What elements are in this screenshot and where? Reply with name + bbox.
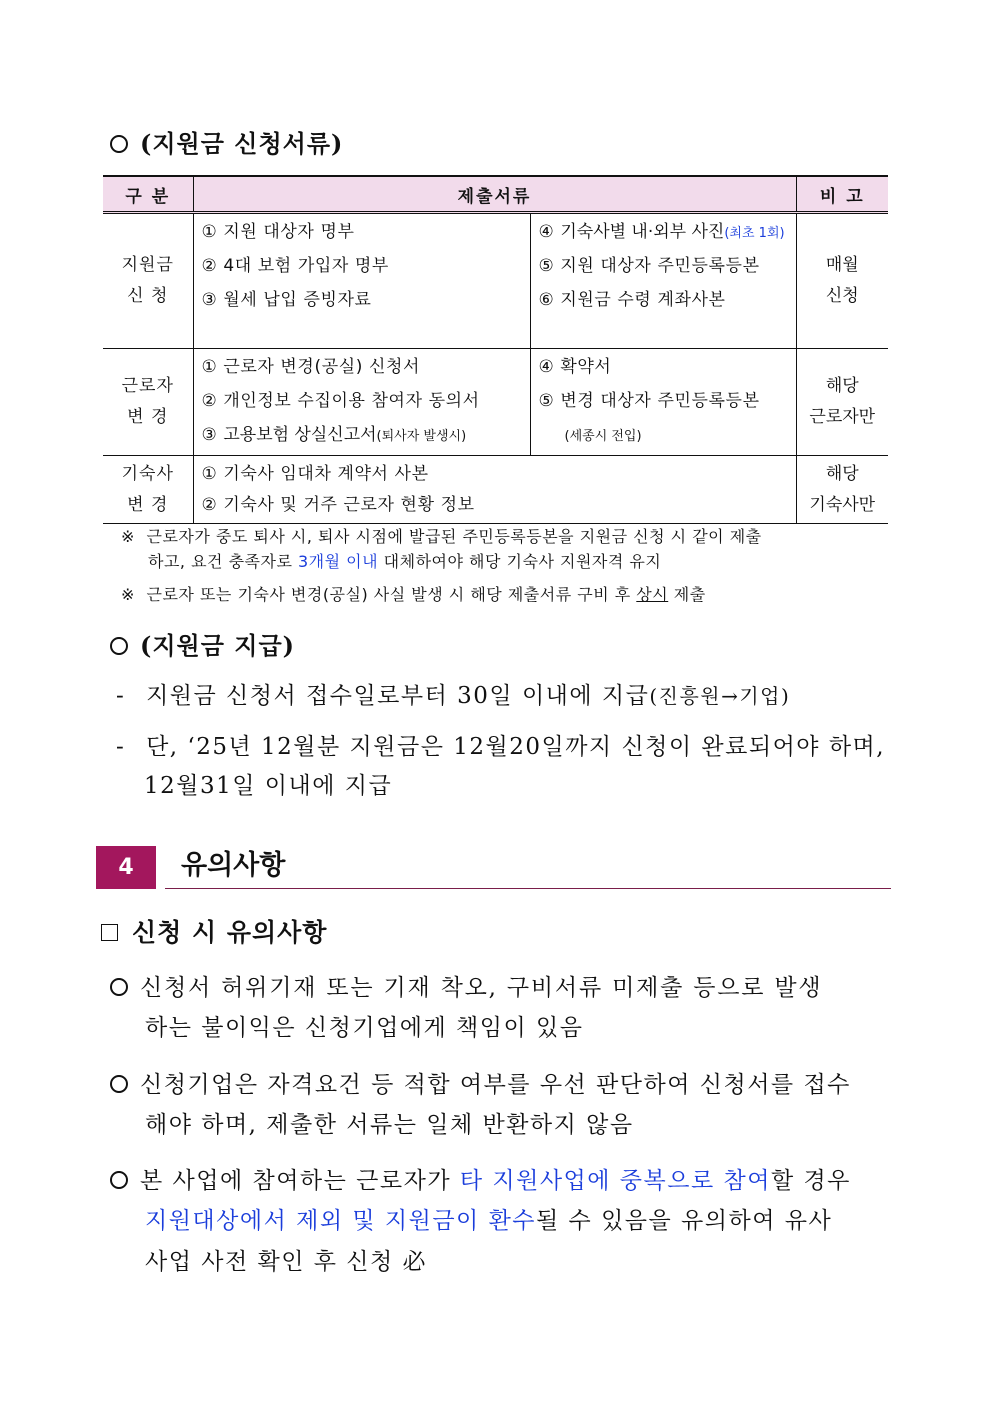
table-row [103, 456, 888, 524]
note-line: 해당 [825, 376, 859, 396]
caution-text: 신청서 허위기재 또는 기재 착오, 구비서류 미제출 등으로 발생 [140, 975, 823, 1001]
note-cell [796, 213, 888, 349]
note-line1: 근로자가 중도 퇴사 시, 퇴사 시점에 발급된 주민등록등본을 지원금 신청 시 같이 제출 [146, 527, 762, 546]
header-note: 비 고 [796, 176, 888, 213]
category-cell [103, 349, 193, 456]
checkbox-square-icon [101, 924, 118, 941]
bullet-small: (진흥원→기업) [649, 684, 791, 708]
category-line: 근로자 [121, 376, 174, 396]
note-line: 해당 [825, 463, 859, 484]
circle-bullet-icon [110, 1171, 128, 1189]
section-title: 유의사항 [181, 850, 286, 881]
bullet-text: 지원금 신청서 접수일로부터 30일 이내에 지급 [146, 683, 650, 709]
note-cell [796, 456, 888, 524]
document-item: ① 지원 대상자 명부 [201, 222, 355, 242]
note-text: 제출 [668, 585, 706, 604]
note-cell [796, 349, 888, 456]
category-line: 신 청 [127, 286, 169, 306]
note-text: 하고, 요건 충족자로 [148, 552, 298, 571]
payment-section-heading [110, 626, 295, 661]
table-note [121, 583, 901, 607]
document-item: ④ 기숙사별 내·외부 사진(최초 1회) [538, 222, 785, 242]
header-category: 구 분 [103, 176, 193, 213]
payment-section-title: (지원금 지급) [140, 631, 295, 660]
dash-marker: - [116, 683, 126, 709]
category-line: 기숙사 [121, 463, 174, 484]
note-mark: ※ [121, 527, 135, 546]
table-header-row [103, 176, 888, 213]
documents-right-cell [530, 213, 796, 349]
circle-bullet-icon [110, 135, 128, 153]
document-item: ② 개인정보 수집이용 참여자 동의서 [201, 391, 480, 411]
document-item: ⑥ 지원금 수령 계좌사본 [538, 290, 726, 310]
category-line: 변 경 [127, 494, 169, 515]
caution-highlight: 지원대상에서 제외 및 지원금이 환수 [145, 1208, 537, 1234]
document-item-sub: (세종시 전입) [564, 429, 642, 444]
subsection-heading [101, 913, 327, 949]
note-line: 신청 [825, 286, 859, 306]
documents-cell [193, 456, 796, 524]
docs-section-heading [110, 124, 343, 159]
note-mark: ※ [121, 585, 135, 604]
category-cell [103, 213, 193, 349]
caution-text: 신청기업은 자격요건 등 적합 여부를 우선 판단하여 신청서를 접수 [140, 1072, 851, 1098]
note-text: 근로자 또는 기숙사 변경(공실) 사실 발생 시 해당 제출서류 구비 후 [146, 585, 637, 604]
documents-left-cell [193, 213, 530, 349]
note-underline: 상시 [636, 585, 669, 604]
document-item: ① 기숙사 임대차 계약서 사본 [201, 464, 429, 484]
caution-highlight: 타 지원사업에 중복으로 참여 [459, 1168, 771, 1194]
table-note [121, 525, 901, 549]
document-item: ③ 월세 납입 증빙자료 [201, 290, 372, 310]
docs-section-title: (지원금 신청서류) [140, 129, 344, 158]
note-line: 기숙사만 [809, 494, 876, 515]
caution-item [110, 1161, 910, 1201]
caution-text: 될 수 있음을 유의하여 유사 [536, 1208, 833, 1234]
required-documents-table [103, 175, 888, 524]
documents-left-cell [193, 349, 530, 456]
note-line: 매월 [825, 255, 859, 275]
payment-bullet-cont: 12월31일 이내에 지급 [144, 773, 393, 799]
document-item: ② 기숙사 및 거주 근로자 현황 정보 [201, 495, 475, 515]
header-documents: 제출서류 [193, 176, 796, 213]
dash-marker: - [116, 734, 126, 760]
note-text: 대체하여야 해당 기숙사 지원자격 유지 [378, 552, 662, 571]
category-line: 지원금 [121, 255, 174, 275]
table-row [103, 349, 888, 456]
circle-bullet-icon [110, 1075, 128, 1093]
caution-item [110, 968, 910, 1008]
bullet-text: 단, ‘25년 12월분 지원금은 12월20일까지 신청이 완료되어야 하며, [146, 734, 886, 760]
category-line: 변 경 [127, 407, 169, 427]
payment-bullet [116, 727, 916, 767]
subsection-title: 신청 시 유의사항 [132, 918, 328, 947]
payment-bullet [116, 676, 916, 716]
circle-bullet-icon [110, 637, 128, 655]
caution-text-cont: 하는 불이익은 신청기업에게 책임이 있음 [145, 1015, 584, 1041]
note-highlight: 3개월 이내 [298, 552, 379, 571]
section-number-badge: 4 [96, 846, 156, 889]
document-item: ⑤ 지원 대상자 주민등록등본 [538, 256, 760, 276]
note-line: 근로자만 [809, 407, 876, 427]
table-note-cont [148, 550, 908, 574]
document-item: ④ 확약서 [538, 357, 612, 377]
category-cell [103, 456, 193, 524]
document-item: ③ 고용보험 상실신고서(퇴사자 발생시) [201, 425, 467, 445]
caution-text: 할 경우 [770, 1168, 851, 1194]
caution-text-cont: 사업 사전 확인 후 신청 必 [145, 1249, 428, 1275]
caution-text: 본 사업에 참여하는 근로자가 [140, 1168, 460, 1194]
circle-bullet-icon [110, 978, 128, 996]
document-item: ① 근로자 변경(공실) 신청서 [201, 357, 421, 377]
document-item: ② 4대 보험 가입자 명부 [201, 256, 389, 276]
section-divider [165, 888, 891, 889]
caution-item [110, 1065, 910, 1105]
caution-text-cont: 해야 하며, 제출한 서류는 일체 반환하지 않음 [145, 1112, 634, 1138]
documents-right-cell [530, 349, 796, 456]
table-row [103, 213, 888, 349]
document-item: ⑤ 변경 대상자 주민등록등본 [538, 391, 760, 411]
caution-text-cont [145, 1201, 915, 1241]
